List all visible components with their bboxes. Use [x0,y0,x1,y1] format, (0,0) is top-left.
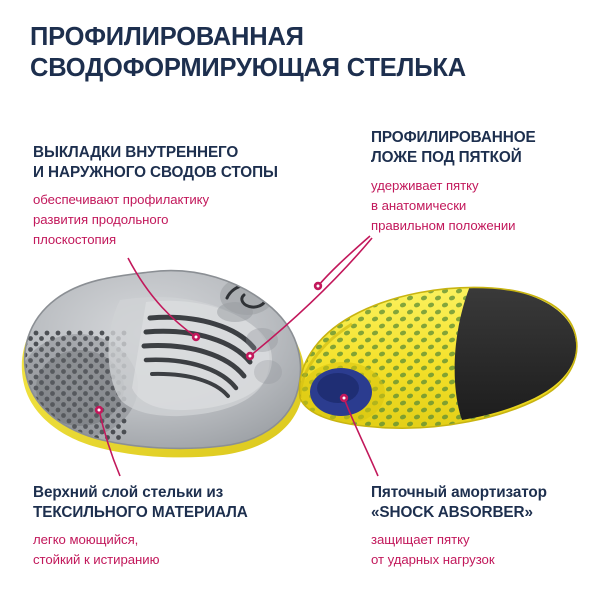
callout-bottom-right-heading [371,483,596,523]
callout-top-left-heading-line-2: И НАРУЖНОГО СВОДОВ СТОПЫ [33,164,278,181]
callout-bottom-right-heading-line-1: Пяточный амортизатор [371,484,547,501]
callout-top-right-heading [371,128,591,168]
right-insole [296,282,577,438]
callout-bottom-left-heading-line-1: Верхний слой стельки из [33,484,224,501]
callout-top-left-body-line-2: развития продольного [33,212,169,227]
callout-top-left-body-line-3: плоскостопия [33,232,117,247]
callout-bottom-left-heading [33,483,333,523]
callout-top-right-body-line-1: удерживает пятку [371,178,479,193]
page-title [30,22,575,84]
callout-top-left-body [33,190,333,250]
callout-top-right-body-line-2: в анатомически [371,198,467,213]
callout-top-right-body-line-3: правильном положении [371,218,516,233]
callout-top-left-heading-line-1: ВЫКЛАДКИ ВНУТРЕННЕГО [33,144,239,161]
callout-bottom-left-body [33,530,333,570]
left-insole [18,271,322,458]
callout-bottom-left-body-line-2: стойкий к истиранию [33,552,160,567]
callout-top-left-heading [33,143,343,183]
callout-bottom-right-body-line-2: от ударных нагрузок [371,552,495,567]
shock-absorber [301,362,385,424]
callout-bottom-right-heading-line-2: «SHOCK ABSORBER» [371,504,533,521]
brand-badge [298,280,322,304]
callout-top-right-body [371,176,591,236]
page-title-line-1: ПРОФИЛИРОВАННАЯ [30,23,304,51]
page-title-line-2: СВОДОФОРМИРУЮЩАЯ СТЕЛЬКА [30,54,466,82]
callout-top-left-body-line-1: обеспечивают профилактику [33,192,210,207]
callout-top-right-heading-line-1: ПРОФИЛИРОВАННОЕ [371,129,536,146]
callout-bottom-right-body-line-1: защищает пятку [371,532,470,547]
callout-top-right-heading-line-2: ЛОЖЕ ПОД ПЯТКОЙ [371,149,522,166]
callout-bottom-right-body [371,530,596,570]
callout-bottom-left-body-line-1: легко моющийся, [33,532,139,547]
callout-bottom-left-heading-line-2: ТЕКСИЛЬНОГО МАТЕРИАЛА [33,504,248,521]
